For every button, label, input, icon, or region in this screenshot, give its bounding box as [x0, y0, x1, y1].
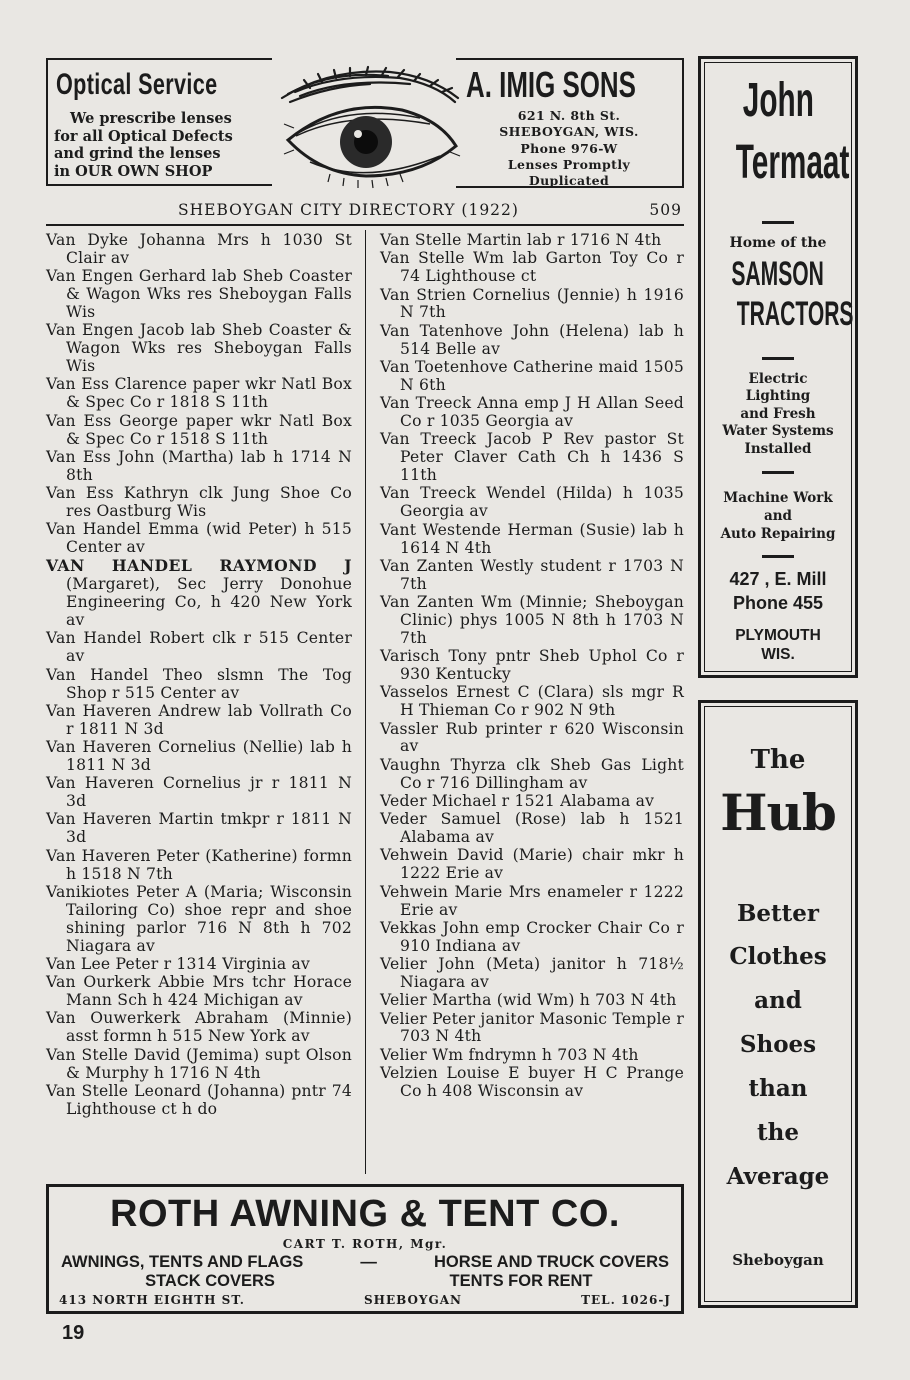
entry-text: Van Strien Cornelius (Jennie) h 1916 N 7th	[380, 285, 684, 322]
roth-tel: TEL. 1026-J	[581, 1293, 671, 1307]
roth-service: HORSE AND TRUCK COVERS	[434, 1253, 669, 1271]
imig-sons-ad	[456, 58, 684, 188]
roth-service: AWNINGS, TENTS AND FLAGS	[61, 1253, 304, 1271]
entry-text: Van Handel Theo slsmn The Tog Shop r 515 Center av	[46, 665, 352, 702]
directory-entry	[46, 376, 352, 412]
entry-text: Van Haveren Cornelius jr r 1811 N 3d	[46, 774, 352, 811]
entry-text: Van Dyke Johanna Mrs h 1030 St Clair av	[46, 231, 352, 267]
termaat-service-line: and Fresh	[740, 405, 816, 422]
page-number: 509	[649, 201, 682, 219]
entry-text: Van Haveren Martin tmkpr r 1811 N 3d	[46, 810, 352, 847]
directory-title: SHEBOYGAN CITY DIRECTORY (1922)	[178, 201, 519, 219]
directory-entry	[380, 1065, 684, 1101]
entry-text: Van Ouwerkerk Abraham (Minnie) asst formn h 515 New York av	[46, 1009, 352, 1046]
entry-text: Van Stelle Martin lab r 1716 N 4th	[380, 231, 662, 249]
entry-text: Van Zanten Wm (Minnie; Sheboygan Clinic) phys 1005 N 8th h 1703 N 7th	[380, 593, 684, 647]
directory-entry	[46, 667, 352, 703]
directory-entry	[380, 1011, 684, 1047]
roth-service: STACK COVERS	[145, 1271, 275, 1290]
roth-service: TENTS FOR RENT	[449, 1271, 593, 1290]
termaat-state: WIS.	[761, 646, 795, 663]
directory-entry	[380, 811, 684, 847]
entry-text: Van Stelle David (Jemima) supt Olson & Murphy h 1716 N 4th	[46, 1045, 352, 1082]
entry-text: Van Treeck Jacob P Rev pastor St Peter Claver Cath Ch h 1436 S 11th	[380, 430, 684, 485]
imig-line: 621 N. 8th St.	[517, 108, 621, 123]
directory-entry	[46, 956, 352, 974]
optical-text	[54, 110, 260, 180]
directory-entry	[46, 521, 352, 557]
optical-heading: Optical Service	[56, 68, 218, 101]
directory-entry	[380, 1047, 684, 1065]
entry-text: Van Lee Peter r 1314 Virginia av	[46, 954, 311, 973]
directory-entry	[380, 684, 684, 720]
directory-entry	[46, 848, 352, 884]
entry-text: Van Toetenhove Catherine maid 1505 N 6th	[380, 357, 684, 394]
termaat-name1: John	[742, 74, 814, 127]
hub-line: Average	[726, 1163, 830, 1190]
directory-entry	[380, 250, 684, 286]
directory-entry	[380, 359, 684, 395]
directory-entry	[380, 485, 684, 521]
optical-line: We prescribe lenses	[70, 110, 232, 127]
optical-line: in OUR OWN SHOP	[54, 162, 213, 180]
imig-line: SHEBOYGAN, WIS.	[499, 124, 639, 140]
column-divider	[365, 230, 366, 1174]
directory-entry	[380, 594, 684, 648]
directory-entry	[380, 648, 684, 684]
entry-text: Vant Westende Herman (Susie) lab h 1614 N 4th	[380, 520, 684, 557]
termaat-service-line: Machine Work	[723, 490, 833, 506]
termaat-home: Home of the	[729, 235, 827, 251]
directory-entry	[46, 449, 352, 485]
termaat-service-line: Electric	[748, 371, 808, 387]
entry-text: Veder Samuel (Rose) lab h 1521 Alabama av	[380, 810, 684, 847]
directory-entry	[380, 992, 684, 1010]
entry-text: Varisch Tony pntr Sheb Uphol Co r 930 Kentucky	[380, 647, 684, 684]
entry-text: Van Engen Jacob lab Sheb Coaster & Wagon Wks res Sheboygan Falls Wis	[46, 321, 352, 376]
hub-name: Hub	[720, 783, 836, 842]
entry-text: Vanikiotes Peter A (Maria; Wisconsin Tailoring Co) shoe repr and shoe shining parlor 716 N 8th h 702 Niagara av	[46, 882, 352, 955]
termaat-name2: Termaat	[735, 136, 850, 189]
directory-entry	[380, 232, 684, 250]
hub-line: Shoes	[739, 1031, 817, 1058]
imig-line: Duplicated	[528, 173, 610, 189]
eye-illustration	[270, 58, 470, 190]
termaat-ad	[698, 56, 858, 678]
entry-text: Van Stelle Leonard (Johanna) pntr 74 Lighthouse ct h do	[46, 1081, 352, 1118]
directory-entry	[46, 322, 352, 376]
directory-entry	[380, 956, 684, 992]
directory-entry	[46, 775, 352, 811]
directory-entry	[46, 974, 352, 1010]
termaat-brand2: TRACTORS	[736, 295, 854, 333]
directory-entry	[46, 413, 352, 449]
entry-text: Van Ess John (Martha) lab h 1714 N 8th	[46, 447, 352, 484]
termaat-city: PLYMOUTH	[735, 627, 821, 644]
termaat-phone: Phone 455	[732, 593, 824, 613]
roth-awning-ad	[46, 1184, 684, 1314]
termaat-brand1: SAMSON	[731, 255, 825, 293]
roth-dash: —	[360, 1253, 377, 1271]
termaat-divider	[762, 221, 794, 224]
right-column	[380, 232, 684, 1101]
entry-text: Vassler Rub printer r 620 Wisconsin av	[380, 719, 684, 756]
entry-text: Vekkas John emp Crocker Chair Co r 910 Indiana av	[380, 918, 684, 955]
entry-text: Van Haveren Cornelius (Nellie) lab h 1811 N 3d	[46, 738, 352, 774]
directory-entry	[46, 1047, 352, 1083]
page-mark: 19	[62, 1322, 85, 1344]
entry-name-bold: VAN HANDEL RAYMOND J	[46, 556, 352, 576]
termaat-service-line: Installed	[744, 440, 812, 457]
roth-address: 413 NORTH EIGHTH ST.	[59, 1293, 245, 1307]
roth-manager: CART T. ROTH, Mgr.	[282, 1237, 448, 1251]
entry-text: Veder Michael r 1521 Alabama av	[380, 791, 655, 810]
termaat-service-line: Auto Repairing	[720, 526, 836, 542]
directory-entry	[380, 323, 684, 359]
termaat-divider	[762, 471, 794, 474]
directory-entry	[46, 1010, 352, 1046]
termaat-divider	[762, 357, 794, 360]
entry-text: Van Tatenhove John (Helena) lab h 514 Belle av	[380, 321, 684, 358]
entry-text: Van Zanten Westly student r 1703 N 7th	[380, 556, 684, 593]
left-column	[46, 232, 352, 1119]
hub-city: Sheboygan	[732, 1251, 824, 1269]
termaat-divider	[762, 555, 794, 558]
entry-text: Vasselos Ernest C (Clara) sls mgr R H Thieman Co r 902 N 9th	[380, 683, 684, 720]
directory-entry	[46, 630, 352, 666]
directory-entry	[46, 811, 352, 847]
directory-entry	[380, 558, 684, 594]
imig-line: Phone 976-W	[520, 140, 618, 156]
entry-text: Van Handel Robert clk r 515 Center av	[46, 629, 352, 666]
entry-text: Van Ourkerk Abbie Mrs tchr Horace Mann Sch h 424 Michigan av	[46, 973, 352, 1010]
entry-text: Van Ess Clarence paper wkr Natl Box & Spec Co r 1818 S 11th	[46, 375, 352, 412]
hub-line: and	[754, 987, 802, 1014]
termaat-address: 427 , E. Mill	[729, 569, 827, 589]
entry-text: Velier John (Meta) janitor h 718½ Niagara av	[380, 955, 684, 991]
directory-entry	[380, 793, 684, 811]
hub-line: the	[757, 1119, 799, 1146]
directory-entry	[380, 847, 684, 883]
optical-service-ad	[46, 58, 272, 186]
entry-text: Velier Wm fndrymn h 703 N 4th	[380, 1045, 639, 1064]
entry-text: Van Ess George paper wkr Natl Box & Spec Co r 1518 S 11th	[46, 411, 352, 448]
directory-entry	[46, 485, 352, 521]
entry-text: Van Handel Emma (wid Peter) h 515 Center av	[46, 520, 352, 557]
directory-entry	[380, 757, 684, 793]
termaat-service-line: Water Systems	[722, 423, 834, 440]
optical-line: and grind the lenses	[54, 145, 221, 163]
entry-text: Van Ess Kathryn clk Jung Shoe Co res Oastburg Wis	[46, 484, 352, 520]
roth-name: ROTH AWNING & TENT CO.	[110, 1193, 620, 1235]
directory-entry	[46, 557, 352, 630]
entry-text: (Margaret), Sec Jerry Donohue Engineering Co, h 420 New York av	[66, 575, 352, 630]
hub-the: The	[750, 745, 806, 775]
header-rule	[46, 224, 684, 226]
termaat-service-line: Lighting	[745, 388, 811, 405]
directory-entry	[46, 703, 352, 739]
hub-line: Clothes	[729, 943, 827, 970]
optical-line: for all Optical Defects	[54, 127, 233, 145]
hub-ad	[698, 700, 858, 1308]
entry-text: Van Treeck Anna emp J H Allan Seed Co r 1035 Georgia av	[380, 394, 684, 431]
entry-text: Van Haveren Peter (Katherine) formn h 1518 N 7th	[46, 846, 352, 883]
directory-entry	[380, 721, 684, 757]
directory-entry	[380, 920, 684, 956]
termaat-service-line: and	[763, 508, 792, 524]
entry-text: Van Stelle Wm lab Garton Toy Co r 74 Lighthouse ct	[380, 249, 684, 286]
entry-text: Vehwein David (Marie) chair mkr h 1222 Erie av	[380, 846, 684, 883]
hub-line: than	[748, 1075, 808, 1102]
directory-entry	[380, 522, 684, 558]
roth-city: SHEBOYGAN	[363, 1293, 462, 1307]
entry-text: Van Engen Gerhard lab Sheb Coaster & Wagon Wks res Sheboygan Falls Wis	[46, 267, 352, 322]
directory-entry	[380, 884, 684, 920]
directory-entry	[46, 1083, 352, 1119]
entry-text: Velzien Louise E buyer H C Prange Co h 408 Wisconsin av	[380, 1064, 684, 1100]
entry-text: Velier Martha (wid Wm) h 703 N 4th	[380, 991, 677, 1010]
directory-entry	[380, 287, 684, 323]
directory-entry	[46, 232, 352, 268]
entry-text: Vaughn Thyrza clk Sheb Gas Light Co r 716 Dillingham av	[380, 755, 684, 792]
entry-text: Van Haveren Andrew lab Vollrath Co r 1811 N 3d	[46, 701, 352, 738]
page-header	[178, 201, 684, 219]
hub-line: Better	[736, 900, 820, 927]
directory-entry	[380, 431, 684, 485]
directory-entry	[46, 739, 352, 775]
entry-text: Velier Peter janitor Masonic Temple r 703 N 4th	[380, 1009, 684, 1046]
directory-entry	[46, 268, 352, 322]
directory-entry	[380, 395, 684, 431]
entry-text: Van Treeck Wendel (Hilda) h 1035 Georgia av	[380, 484, 684, 521]
entry-text: Vehwein Marie Mrs enameler r 1222 Erie av	[380, 882, 684, 919]
imig-heading: A. IMIG SONS	[466, 64, 636, 105]
directory-entry	[46, 884, 352, 956]
imig-line: Lenses Promptly	[507, 156, 631, 172]
